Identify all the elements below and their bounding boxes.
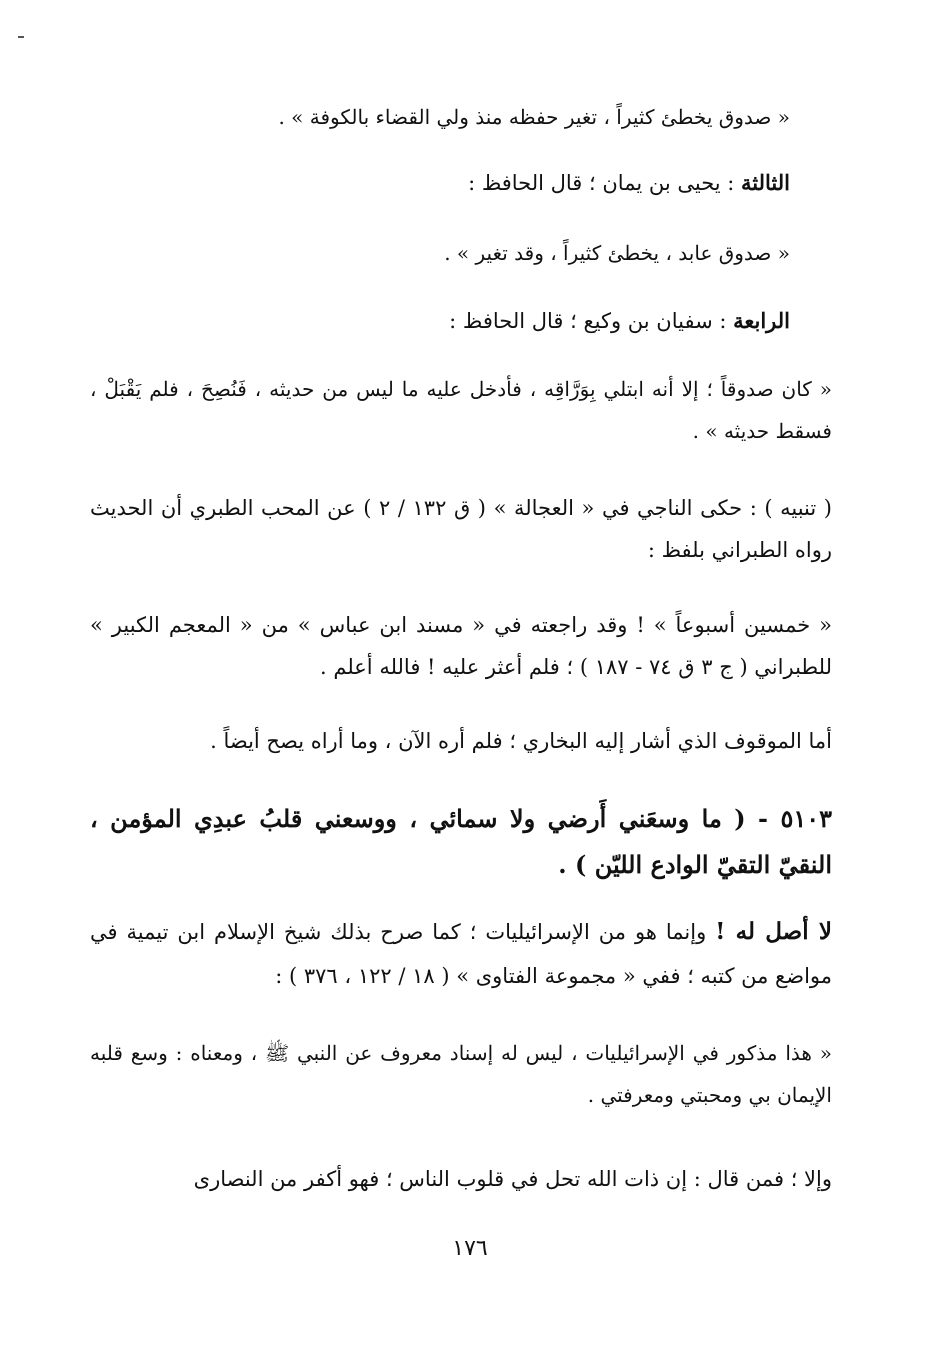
page-number: ١٧٦ bbox=[452, 1236, 488, 1261]
quote-line-1: « صدوق يخطئ كثيراً ، تغير حفظه منذ ولي القضاء بالكوفة » . bbox=[278, 105, 790, 129]
ruling-paragraph bbox=[90, 910, 832, 998]
closing-line: وإلا ؛ فمن قال : إن ذات الله تحل في قلوب الناس ؛ فهو أكفر من النصارى bbox=[193, 1167, 832, 1191]
note-paragraph: ( تنبيه ) : حكى الناجي في « العجالة » ( ق ١٣٢ / ٢ ) عن المحب الطبري أن الحديث رواه الطبراني بلفظ : bbox=[90, 496, 832, 562]
scan-mark bbox=[18, 36, 24, 38]
hadith-heading: ٥١٠٣ - ( ما وسعَني أَرضي ولا سمائي ، ووسعني قلبُ عبدِي المؤمن ، النقيّ التقيّ الوادع الليّن ) . bbox=[90, 804, 832, 879]
note-paragraph-2: « خمسين أسبوعاً » ! وقد راجعته في « مسند ابن عباس » من « المعجم الكبير » للطبراني ( ج ٣ ق ٧٤ - ١٨٧ ) ؛ فلم أعثر عليه ! فالله أعلم . bbox=[90, 613, 832, 679]
narrator-third-label: الثالثة bbox=[741, 170, 790, 195]
ruling-verdict: لا أصل له ! bbox=[715, 918, 832, 945]
narrator-third bbox=[90, 162, 790, 204]
narrator-fourth-label: الرابعة bbox=[733, 308, 790, 333]
ruling-text: وإنما هو من الإسرائيليات ؛ كما صرح بذلك شيخ الإسلام ابن تيمية في مواضع من كتبه ؛ ففي « مجموعة الفتاوى » ( ١٨ / ١٢٢ ، ٣٧٦ ) : bbox=[90, 920, 832, 988]
narrator-third-text: : يحيى بن يمان ؛ قال الحافظ : bbox=[468, 171, 742, 195]
narrator-fourth bbox=[90, 300, 790, 342]
quote-paragraph-3: « كان صدوقاً ؛ إلا أنه ابتلي بِوَرَّاقِه ، فأدخل عليه ما ليس من حديثه ، فَنُصِحَ ، فلم يَقْبَلْ ، فسقط حديثه » . bbox=[90, 377, 832, 443]
note-paragraph-3: أما الموقوف الذي أشار إليه البخاري ؛ فلم أره الآن ، وما أراه يصح أيضاً . bbox=[210, 729, 832, 753]
quote-line-2: « صدوق عابد ، يخطئ كثيراً ، وقد تغير » . bbox=[444, 241, 790, 265]
narrator-fourth-text: : سفيان بن وكيع ؛ قال الحافظ : bbox=[449, 309, 734, 333]
quote-paragraph-4: « هذا مذكور في الإسرائيليات ، ليس له إسناد معروف عن النبي ﷺ ، ومعناه : وسع قلبه الإيمان بي ومحبتي ومعرفتي . bbox=[90, 1041, 832, 1107]
